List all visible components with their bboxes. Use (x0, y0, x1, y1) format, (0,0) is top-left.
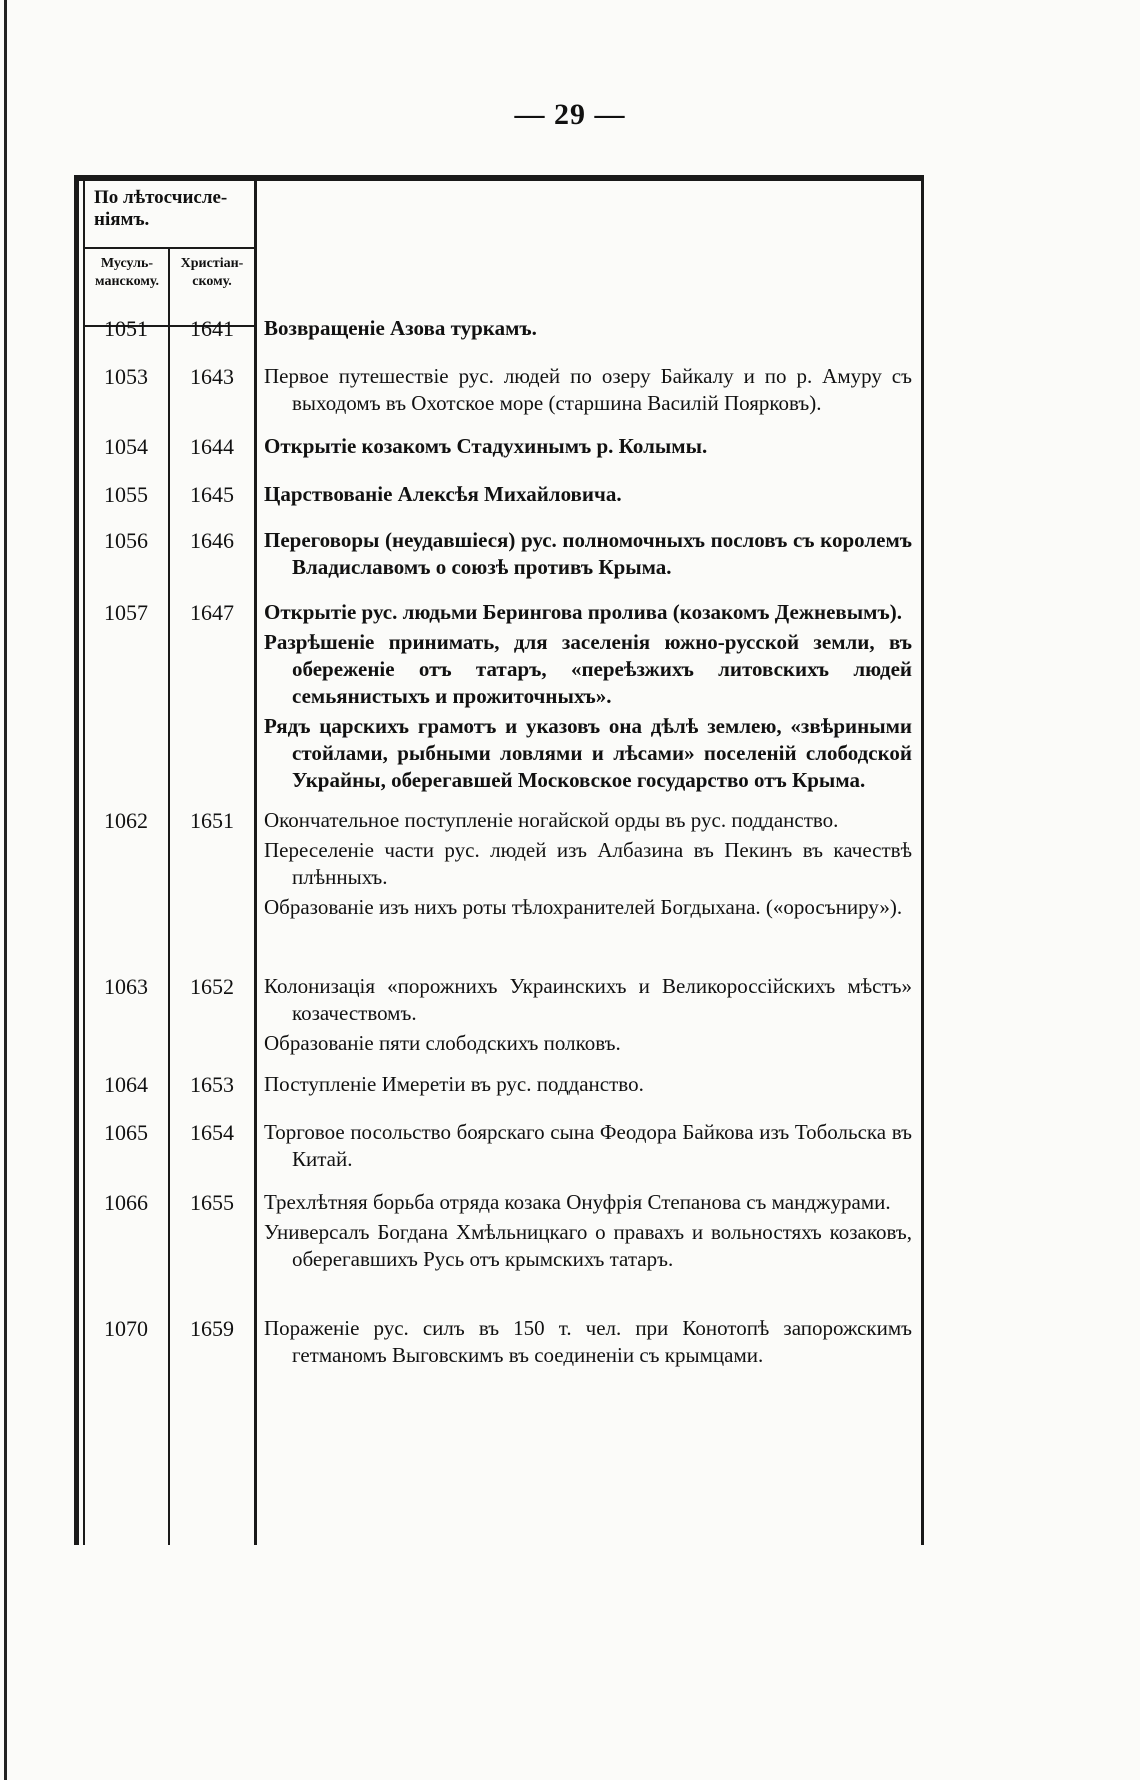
muslim-year: 1070 (104, 1316, 148, 1341)
chronology-group-header: По лѣтосчисле-ніямъ. (94, 187, 228, 230)
years-events-separator (254, 175, 257, 1545)
page-left-edge (4, 0, 7, 1780)
row-events (264, 599, 912, 797)
christian-column-header: Христіан-скому. (180, 256, 244, 289)
table-top-rule (74, 175, 924, 181)
muslim-year: 1055 (104, 482, 148, 507)
christian-year: 1655 (190, 1190, 234, 1215)
christian-year: 1659 (190, 1316, 234, 1341)
event-text: Торговое посольство боярскаго сына Феодора Байкова изъ Тобольска въ Китай. (264, 1120, 912, 1171)
event-text: Образованіе изъ нихъ роты тѣлохранителей Богдыхана. («оросъниру»). (264, 895, 903, 919)
event-text: Поступленіе Имеретіи въ рус. подданство. (264, 1072, 644, 1096)
christian-year: 1652 (190, 974, 234, 999)
muslim-year: 1056 (104, 528, 148, 553)
event-text: Колонизація «порожнихъ Украинскихъ и Великороссійскихъ мѣстъ» козачествомъ. (264, 974, 912, 1025)
christian-year: 1651 (190, 808, 234, 833)
event-text: Окончательное поступленіе ногайской орды въ рус. подданство. (264, 808, 839, 832)
event-text: Трехлѣтняя борьба отряда козака Онуфрія Степанова съ манджурами. (264, 1190, 891, 1214)
event-text: Открытіе козакомъ Стадухинымъ р. Колымы. (264, 434, 708, 458)
event-text: Переговоры (неудавшіеся) рус. полномочныхъ пословъ съ королемъ Владиславомъ о союзѣ противъ Крыма. (264, 528, 912, 579)
row-events (264, 363, 912, 420)
event-text: Возвращеніе Азова туркамъ. (264, 316, 537, 340)
row-events (264, 1189, 912, 1276)
event-text: Образованіе пяти слободскихъ полковъ. (264, 1031, 621, 1055)
event-text: Переселеніе части рус. людей изъ Албазина въ Пекинъ въ качествѣ плѣнныхъ. (264, 838, 912, 889)
row-events (264, 1119, 912, 1176)
row-events (264, 433, 912, 463)
muslim-year: 1062 (104, 808, 148, 833)
muslim-year: 1054 (104, 434, 148, 459)
christian-year: 1645 (190, 482, 234, 507)
event-text: Пораженіе рус. силъ въ 150 т. чел. при Конотопѣ запорожскимъ гетманомъ Выговскимъ въ соединеніи съ крымцами. (264, 1316, 912, 1367)
chronology-table (74, 175, 924, 1545)
christian-year: 1653 (190, 1072, 234, 1097)
event-text: Разрѣшеніе принимать, для заселенія южно-русской земли, въ обереженіе отъ татаръ, «переѣзжихъ литовскихъ людей семьянистыхъ и прожиточныхъ». (264, 630, 912, 708)
christian-year: 1644 (190, 434, 234, 459)
row-events (264, 1071, 912, 1101)
muslim-year: 1066 (104, 1190, 148, 1215)
muslim-column-header: Мусуль-манскому. (95, 256, 159, 289)
christian-year: 1647 (190, 600, 234, 625)
muslim-year: 1057 (104, 600, 148, 625)
muslim-year: 1064 (104, 1072, 148, 1097)
muslim-year: 1053 (104, 364, 148, 389)
row-events (264, 807, 912, 924)
page-number: — 29 — (514, 98, 626, 131)
christian-year: 1654 (190, 1120, 234, 1145)
year-columns-separator (168, 247, 170, 1545)
table-left-inner-rule (83, 175, 85, 1545)
muslim-year: 1063 (104, 974, 148, 999)
header-rule-1 (83, 247, 257, 249)
event-text: Открытіе рус. людьми Берингова пролива (козакомъ Дежневымъ). (264, 600, 902, 624)
christian-year: 1641 (190, 316, 234, 341)
muslim-year: 1051 (104, 316, 148, 341)
table-left-rule (74, 175, 79, 1545)
christian-year: 1646 (190, 528, 234, 553)
table-right-rule (921, 175, 924, 1545)
christian-year: 1643 (190, 364, 234, 389)
event-text: Царствованіе Алексѣя Михайловича. (264, 482, 622, 506)
muslim-year: 1065 (104, 1120, 148, 1145)
row-events (264, 315, 912, 345)
row-events (264, 1315, 912, 1372)
event-text: Первое путешествіе рус. людей по озеру Байкалу и по р. Амуру съ выходомъ въ Охотское море (старшина Василій Поярковъ). (264, 364, 912, 415)
row-events (264, 973, 912, 1060)
row-events (264, 527, 912, 584)
event-text: Рядъ царскихъ грамотъ и указовъ она дѣлѣ землею, «звѣриными стойлами, рыбными ловлями и лѣсами» поселеній слободской Украйны, оберегавшей Московское государство отъ Крыма. (264, 714, 912, 792)
event-text: Универсалъ Богдана Хмѣльницкаго о правахъ и вольностяхъ козаковъ, оберегавшихъ Русь отъ крымскихъ татаръ. (264, 1220, 912, 1271)
row-events (264, 481, 912, 511)
